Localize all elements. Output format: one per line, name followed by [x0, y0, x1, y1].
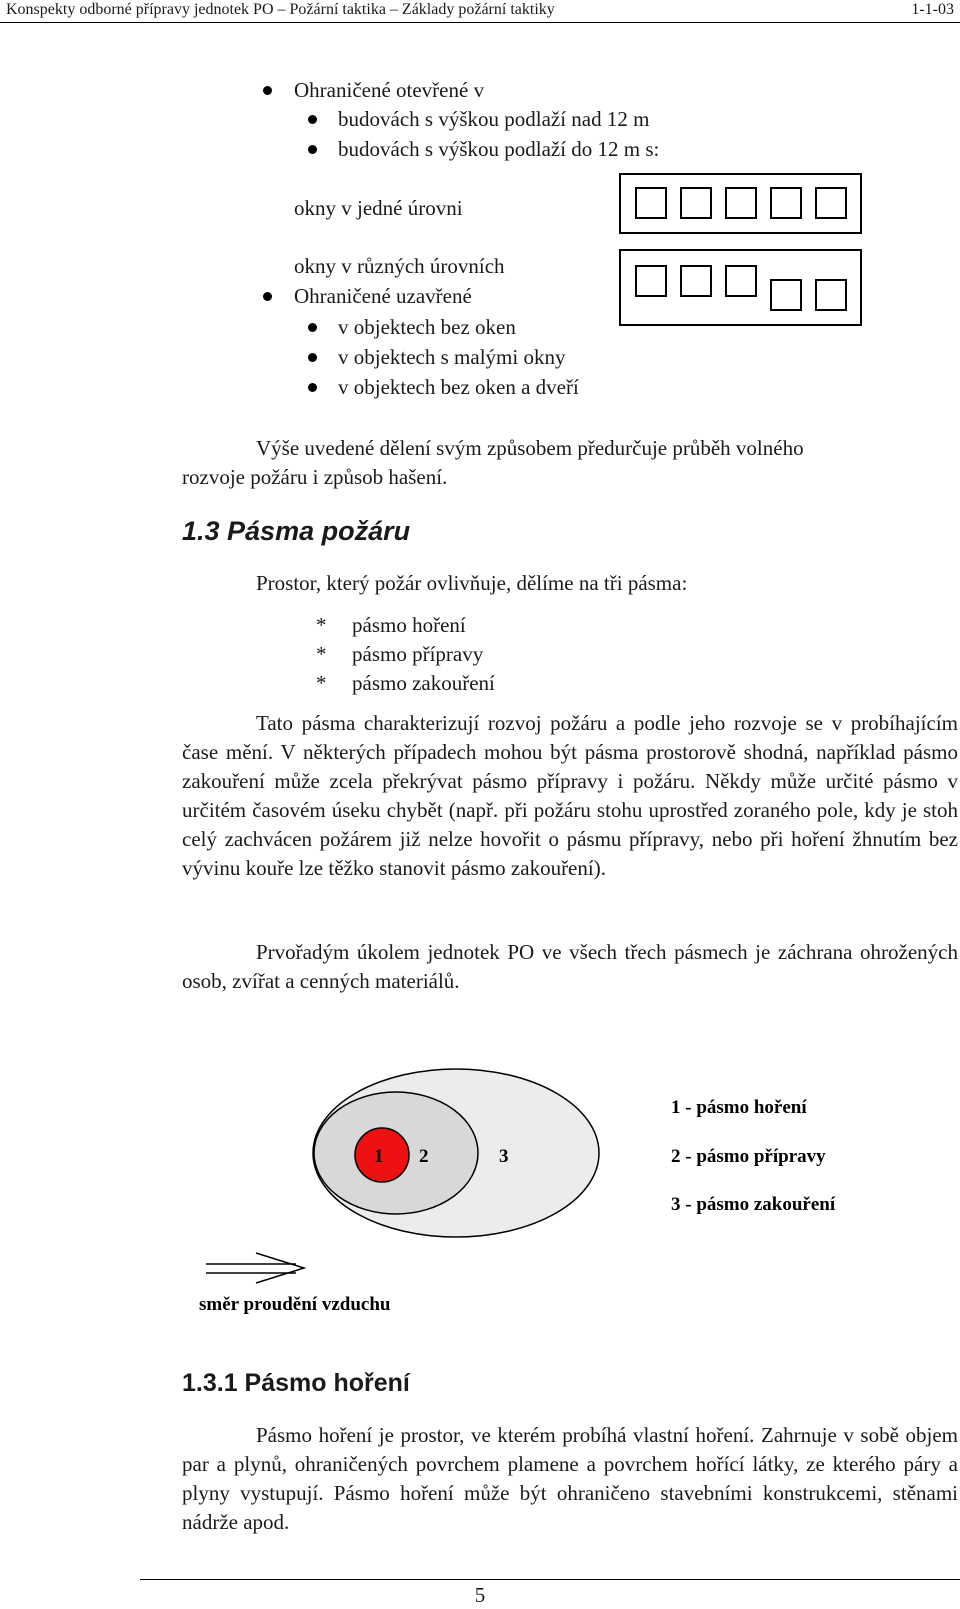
- fire-zones-diagram: [199, 1069, 836, 1315]
- paragraph: [182, 938, 958, 996]
- asterisk-icon: *: [316, 642, 327, 666]
- footer-divider: [140, 1579, 960, 1580]
- header-code: 1-1-03: [911, 1, 954, 18]
- paragraph-text: Prvořadým úkolem jednotek PO ve všech třech pásmech je záchrana ohrožených osob, zvířat a cenných materiálů.: [182, 940, 958, 993]
- list-item: Ohraničené otevřené v: [294, 78, 485, 102]
- list-item: v objektech s malými okny: [338, 345, 566, 369]
- legend-burning: 1 - pásmo hoření: [671, 1097, 807, 1118]
- zone-number-1: 1: [374, 1146, 384, 1167]
- building-windows-different-levels: [620, 250, 861, 325]
- paragraph-line: Výše uvedené dělení svým způsobem předurčuje průběh volného: [256, 436, 804, 460]
- wind-direction-label: směr proudění vzduchu: [199, 1294, 391, 1315]
- list-item: okny v jedné úrovni: [294, 196, 463, 220]
- subsection-heading: 1.3.1 Pásmo hoření: [182, 1369, 410, 1397]
- list-item: v objektech bez oken a dveří: [338, 375, 579, 399]
- paragraph-text: Tato pásma charakterizují rozvoj požáru a podle jeho rozvoje se v probíhajícím čase mění. V některých případech mohou být pásma prostorově shodná, například pásmo zakouření může zcela překrývat pásmo přípravy i požáru. Někdy může určité pásmo v určitém časovém úseku chybět (např. při požáru stohu uprostřed zoraného pole, kdy je stoh celý zachvácen požárem již nelze hovořit o pásmu přípravy, nebo při hoření žhnutím bez vývinu kouře lze těžko stanovit pásmo zakouření).: [182, 711, 958, 880]
- intro-text: Prostor, který požár ovlivňuje, dělíme na tři pásma:: [256, 571, 688, 595]
- list-item: budovách s výškou podlaží nad 12 m: [338, 107, 650, 131]
- legend-preparation: 2 - pásmo přípravy: [671, 1146, 826, 1167]
- legend-smoke: 3 - pásmo zakouření: [671, 1194, 836, 1215]
- page-number: 5: [474, 1583, 486, 1607]
- zone-number-3: 3: [499, 1146, 509, 1167]
- paragraph: [182, 1421, 958, 1537]
- building-windows-one-level: [620, 174, 861, 233]
- header-title: Konspekty odborné přípravy jednotek PO – Požární taktika – Základy požární taktiky: [6, 1, 555, 18]
- section-heading: 1.3 Pásma požáru: [182, 516, 411, 546]
- zone-item: pásmo hoření: [352, 613, 466, 637]
- asterisk-icon: *: [316, 613, 327, 637]
- list-item: Ohraničené uzavřené: [294, 284, 472, 308]
- paragraph: [182, 709, 958, 883]
- list-item: okny v různých úrovních: [294, 254, 505, 278]
- paragraph-line: rozvoje požáru i způsob hašení.: [182, 465, 448, 489]
- list-item: v objektech bez oken: [338, 315, 516, 339]
- zone-item: pásmo zakouření: [352, 671, 495, 695]
- asterisk-icon: *: [316, 671, 327, 695]
- zone-item: pásmo přípravy: [352, 642, 484, 666]
- wind-arrow-icon: [206, 1253, 304, 1283]
- list-item: budovách s výškou podlaží do 12 m s:: [338, 137, 660, 161]
- zone-number-2: 2: [419, 1146, 429, 1167]
- paragraph-text: Pásmo hoření je prostor, ve kterém probíhá vlastní hoření. Zahrnuje v sobě objem par a plynů, ohraničených povrchem plamene a povrchem hořící látky, ze kterého páry a plyny vystupují. Pásmo hoření může být ohraničeno stavebními konstrukcemi, stěnami nádrže apod.: [182, 1423, 958, 1534]
